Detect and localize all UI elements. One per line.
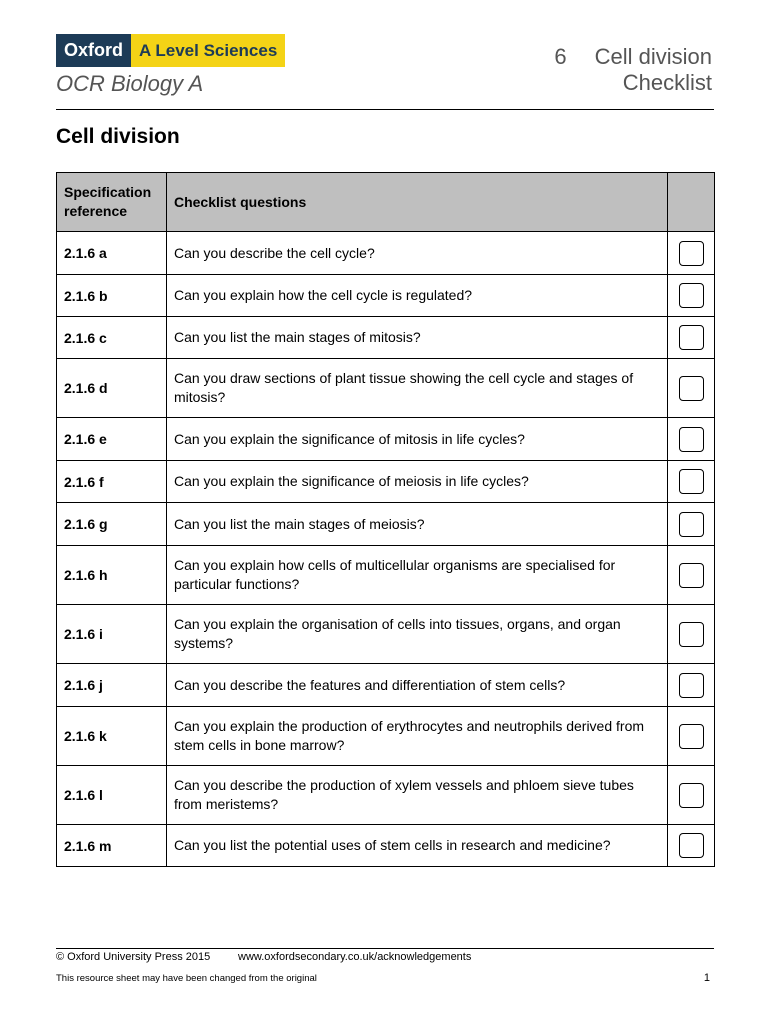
- checklist-question-cell: Can you explain how the cell cycle is regulated?: [166, 275, 667, 317]
- table-row: [57, 317, 715, 359]
- spec-reference-cell: 2.1.6 i: [57, 605, 167, 664]
- checklist-checkbox[interactable]: [679, 563, 704, 588]
- table-row: [57, 232, 715, 275]
- checklist-question-cell: Can you list the main stages of mitosis?: [166, 317, 667, 359]
- checklist-table: [56, 172, 715, 867]
- checklist-question-cell: Can you explain the significance of mitosis in life cycles?: [166, 418, 667, 461]
- chapter-subtitle: Checklist: [622, 70, 712, 95]
- checklist-question-cell: Can you list the potential uses of stem cells in research and medicine?: [166, 825, 667, 867]
- header-checkbox-column: [668, 173, 715, 232]
- checkbox-cell: [668, 707, 715, 766]
- spec-reference-cell: 2.1.6 k: [57, 707, 167, 766]
- table-row: [57, 707, 715, 766]
- checklist-checkbox[interactable]: [679, 833, 704, 858]
- table-row: [57, 605, 715, 664]
- checkbox-cell: [668, 664, 715, 707]
- spec-reference-cell: 2.1.6 f: [57, 461, 167, 503]
- changed-note: This resource sheet may have been changed from the original: [56, 973, 317, 984]
- table-row: [57, 461, 715, 503]
- checklist-question-cell: Can you explain how cells of multicellular organisms are specialised for particular functions?: [166, 546, 667, 605]
- course-subtitle: OCR Biology A: [56, 71, 204, 96]
- checklist-question-cell: Can you describe the features and differentiation of stem cells?: [166, 664, 667, 707]
- copyright-text: © Oxford University Press 2015: [56, 951, 211, 963]
- spec-reference-cell: 2.1.6 a: [57, 232, 167, 275]
- table-row: [57, 359, 715, 418]
- footer-divider: [56, 948, 714, 949]
- spec-reference-cell: 2.1.6 g: [57, 503, 167, 546]
- acknowledgements-link[interactable]: www.oxfordsecondary.co.uk/acknowledgements: [238, 951, 472, 963]
- checklist-question-cell: Can you explain the organisation of cells into tissues, organs, and organ systems?: [166, 605, 667, 664]
- oxford-logo: [56, 34, 285, 67]
- checklist-question-cell: Can you list the main stages of meiosis?: [166, 503, 667, 546]
- checkbox-cell: [668, 605, 715, 664]
- checkbox-cell: [668, 232, 715, 275]
- logo-series-text: A Level Sciences: [131, 34, 285, 67]
- table-header-row: [57, 173, 715, 232]
- checklist-checkbox[interactable]: [679, 376, 704, 401]
- spec-reference-cell: 2.1.6 b: [57, 275, 167, 317]
- spec-reference-cell: 2.1.6 d: [57, 359, 167, 418]
- chapter-number: 6: [554, 44, 567, 69]
- checkbox-cell: [668, 503, 715, 546]
- checkbox-cell: [668, 359, 715, 418]
- checklist-question-cell: Can you draw sections of plant tissue showing the cell cycle and stages of mitosis?: [166, 359, 667, 418]
- checklist-checkbox[interactable]: [679, 325, 704, 350]
- checklist-checkbox[interactable]: [679, 427, 704, 452]
- spec-reference-cell: 2.1.6 l: [57, 766, 167, 825]
- checkbox-cell: [668, 825, 715, 867]
- spec-reference-cell: 2.1.6 e: [57, 418, 167, 461]
- spec-reference-cell: 2.1.6 m: [57, 825, 167, 867]
- checklist-checkbox[interactable]: [679, 469, 704, 494]
- checkbox-cell: [668, 546, 715, 605]
- checklist-checkbox[interactable]: [679, 783, 704, 808]
- table-row: [57, 275, 715, 317]
- header-spec-reference: Specification reference: [57, 173, 167, 232]
- checkbox-cell: [668, 418, 715, 461]
- header-divider: [56, 109, 714, 110]
- header-checklist-questions: Checklist questions: [166, 173, 667, 232]
- chapter-title: Cell division: [594, 44, 712, 69]
- checklist-checkbox[interactable]: [679, 673, 704, 698]
- spec-reference-cell: 2.1.6 h: [57, 546, 167, 605]
- table-row: [57, 546, 715, 605]
- checklist-question-cell: Can you describe the cell cycle?: [166, 232, 667, 275]
- checkbox-cell: [668, 461, 715, 503]
- checkbox-cell: [668, 317, 715, 359]
- checklist-question-cell: Can you explain the significance of meiosis in life cycles?: [166, 461, 667, 503]
- spec-reference-cell: 2.1.6 c: [57, 317, 167, 359]
- table-row: [57, 418, 715, 461]
- checklist-checkbox[interactable]: [679, 241, 704, 266]
- table-row: [57, 766, 715, 825]
- page-title: Cell division: [56, 125, 180, 148]
- checklist-checkbox[interactable]: [679, 283, 704, 308]
- spec-reference-cell: 2.1.6 j: [57, 664, 167, 707]
- table-row: [57, 503, 715, 546]
- checklist-checkbox[interactable]: [679, 512, 704, 537]
- checkbox-cell: [668, 275, 715, 317]
- chapter-heading: [554, 44, 712, 96]
- checklist-checkbox[interactable]: [679, 724, 704, 749]
- logo-oxford-text: Oxford: [56, 34, 131, 67]
- checklist-question-cell: Can you explain the production of erythrocytes and neutrophils derived from stem cells in bone marrow?: [166, 707, 667, 766]
- checklist-question-cell: Can you describe the production of xylem vessels and phloem sieve tubes from meristems?: [166, 766, 667, 825]
- page-number: 1: [703, 972, 710, 984]
- table-row: [57, 664, 715, 707]
- table-row: [57, 825, 715, 867]
- checkbox-cell: [668, 766, 715, 825]
- checklist-checkbox[interactable]: [679, 622, 704, 647]
